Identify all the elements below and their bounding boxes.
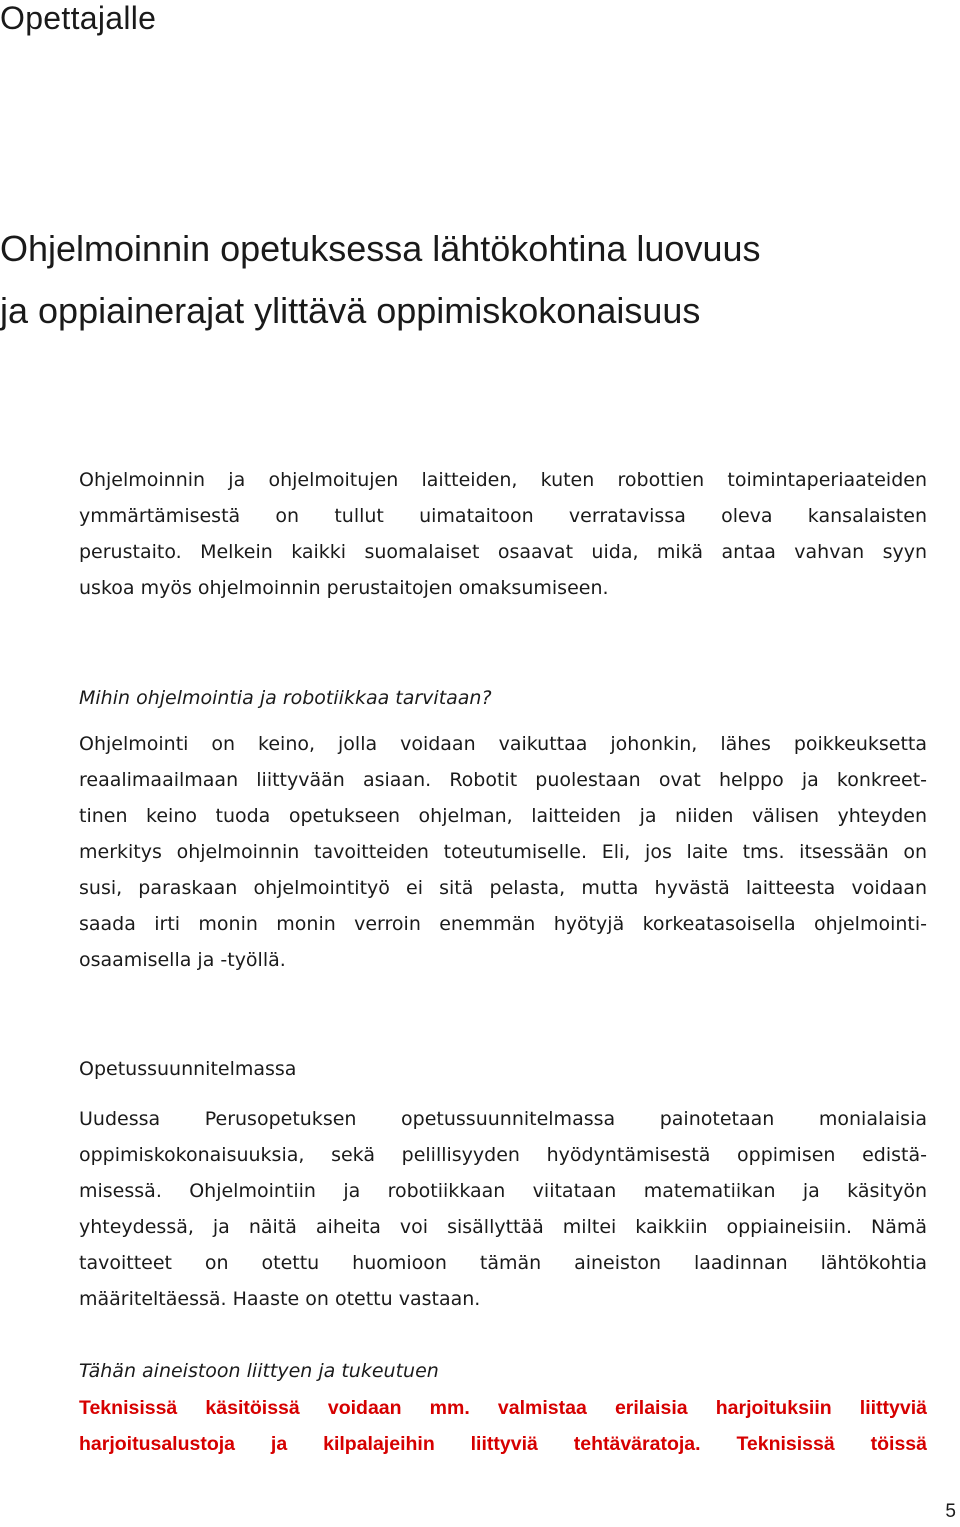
section1-line: susi, paraskaan ohjelmointityö ei sitä pelasta, mutta hyvästä laitteesta voidaan xyxy=(79,877,927,899)
main-title-line-2: ja oppiainerajat ylittävä oppimiskokonaisuus xyxy=(0,290,701,331)
intro-line: ymmärtämisestä on tullut uimataitoon verratavissa oleva kansalaisten xyxy=(79,505,927,527)
section1-paragraph xyxy=(79,726,927,978)
section-heading-curriculum: Opetussuunnitelmassa xyxy=(79,1058,297,1080)
highlighted-red-paragraph xyxy=(79,1390,927,1462)
section2-line: tavoitteet on otettu huomioon tämän aineiston laadinnan lähtökohtia xyxy=(79,1252,927,1274)
section1-line: tinen keino tuoda opetukseen ohjelman, laitteiden ja niiden välisen yhteyden xyxy=(79,805,927,827)
main-title-line-1: Ohjelmoinnin opetuksessa lähtökohtina luovuus xyxy=(0,228,761,269)
section2-line: misessä. Ohjelmointiin ja robotiikkaan viitataan matematiikan ja käsityön xyxy=(79,1180,927,1202)
document-header-title: Opettajalle xyxy=(0,0,157,36)
page-number: 5 xyxy=(945,1501,956,1522)
section2-line: yhteydessä, ja näitä aiheita voi sisällyttää miltei kaikkiin oppiaineisiin. Nämä xyxy=(79,1216,927,1238)
section2-line: Uudessa Perusopetuksen opetussuunnitelmassa painotetaan monialaisia xyxy=(79,1108,927,1130)
red-line: harjoitusalustoja ja kilpalajeihin liittyviä tehtäväratoja. Teknisissä töissä xyxy=(79,1433,927,1455)
section2-line: oppimiskokonaisuuksia, sekä pelillisyyden hyödyntämisestä oppimisen edistä- xyxy=(79,1144,927,1166)
section1-line: osaamisella ja -työllä. xyxy=(79,949,286,971)
intro-line: Ohjelmoinnin ja ohjelmoitujen laitteiden, kuten robottien toimintaperiaateiden xyxy=(79,469,927,491)
section-heading-material-related: Tähän aineistoon liittyen ja tukeutuen xyxy=(79,1360,439,1382)
section1-line: merkitys ohjelmoinnin tavoitteiden toteutumiselle. Eli, jos laite tms. itsessään on xyxy=(79,841,927,863)
section-heading-robotics-need: Mihin ohjelmointia ja robotiikkaa tarvitaan? xyxy=(79,687,492,709)
section2-paragraph xyxy=(79,1101,927,1317)
intro-line: perustaito. Melkein kaikki suomalaiset osaavat uida, mikä antaa vahvan syyn xyxy=(79,541,927,563)
section1-line: saada irti monin monin verroin enemmän hyötyjä korkeatasoisella ohjelmointi- xyxy=(79,913,927,935)
main-title xyxy=(0,218,760,342)
red-line: Teknisissä käsitöissä voidaan mm. valmistaa erilaisia harjoituksiin liittyviä xyxy=(79,1397,927,1419)
intro-paragraph xyxy=(79,462,927,606)
intro-line: uskoa myös ohjelmoinnin perustaitojen omaksumiseen. xyxy=(79,577,609,599)
section1-line: reaalimaailmaan liittyvään asiaan. Robotit puolestaan ovat helppo ja konkreet- xyxy=(79,769,927,791)
section1-line: Ohjelmointi on keino, jolla voidaan vaikuttaa johonkin, lähes poikkeuksetta xyxy=(79,733,927,755)
section2-line: määriteltäessä. Haaste on otettu vastaan. xyxy=(79,1288,481,1310)
